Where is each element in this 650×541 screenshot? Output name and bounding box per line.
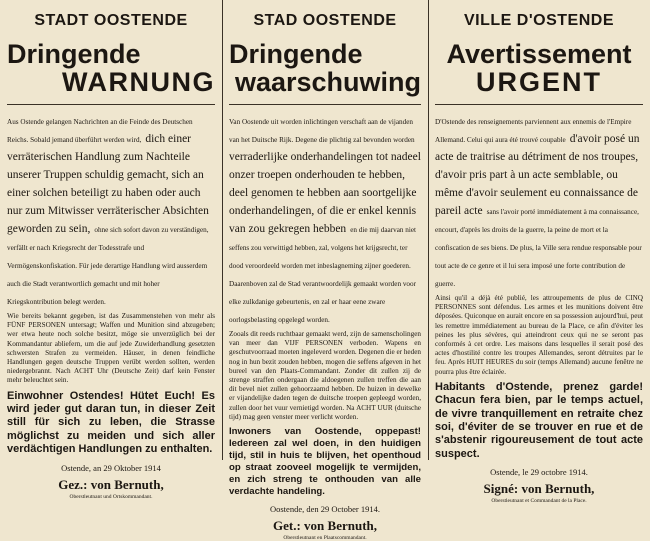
town-heading: VILLE D'OSTENDE <box>464 12 614 29</box>
body-text: Zooals dit reeds ruchtbaar gemaakt werd, zijn de samenscholingen van meer dan VIJF PERSONEN verboden. Wapens en geschutvoorraad moeten ingeleverd worden. Degenen die er heden nog in hun bezit zouden hebben, mogen die seffens afgeven in het bureel van den Plaats-Commandant. Zonder dit zullen zij de strenge straffen ondergaan die aldoegenen zullen treffen die aan dit bevel niet zullen gehoorzaamd hebben. De huizen in dewelke er vijandelijke daden tegen de duitsche troepen gepleegd worden, zullen door het vuur vernietigd worden. Na ACHT UUR (duitsche tijd) mag geen venster meer verlicht worden. <box>229 330 421 421</box>
title-line-2: URGENT <box>476 67 602 97</box>
signature-subtitle: Oberstleutnant en Plaatscommandant. <box>283 535 367 541</box>
date-line: Ostende, le 29 octobre 1914. <box>490 467 588 478</box>
column-divider <box>222 0 223 460</box>
title-line-1: Dringende <box>7 39 141 69</box>
date-line: Oostende, den 29 October 1914. <box>269 504 380 515</box>
signature: Get.: von Bernuth, <box>273 518 377 534</box>
town-heading: STAD OOSTENDE <box>253 12 397 29</box>
body-text: en die mij daarvan niet seffens zou verwittigd hebben, zal, volgens het krijgsrecht, ter dood veroordeeld worden met inbeslagneming zijner goederen. Daarenboven zal de Stad verantwoordelijk gemaakt worden voor elke zulkdanige gebeurtenis, en zal er haar eene zware oorlogsbelasting opgelegd worden. <box>229 226 417 324</box>
divider <box>229 104 421 105</box>
date-line: Ostende, an 29 Oktober 1914 <box>61 462 161 473</box>
title-line-1: Dringende <box>229 39 363 69</box>
body-text: Aus Ostende gelangen Nachrichten an die Feinde des Deutschen Reichs. Sobald jemand überführt werden wird, <box>7 118 193 144</box>
column-divider <box>428 0 429 460</box>
signature-subtitle: Oberstleutnant et Commandant de la Place. <box>491 498 587 505</box>
french-column <box>428 0 650 505</box>
warning-paragraph: Habitants d'Ostende, prenez garde! Chacun fera bien, par le temps actuel, de vivre tranquillement en retraite chez soi, d'éviter de se trouver en rue et de s'abstenir rigoureusement de tout acte suspect. <box>435 380 643 460</box>
body-text: Van Oostende uit worden inlichtingen verschaft aan de vijanden van het Duitsche Rijk. Degene die plichtig zal bevonden worden <box>229 118 415 144</box>
body-text: Wie bereits bekannt gegeben, ist das Zusammenstehen von mehr als FÜNF PERSONEN untersagt; Waffen und Munition sind abzugeben; wer etwa heute noch solche besitzt, möge sie unverzüglich bei der Kommandantur abliefern, um die auf jede Zuwiderhandlung gesetzten schwersten Strafen zu vermeiden. Häuser, in denen feindliche Handlungen gegen deutsche Truppen verübt werden sollten, werden niedergebrannt. Nach ACHT Uhr (Deutsche Zeit) darf kein Fenster mehr beleuchtet sein. <box>7 312 215 385</box>
body-text: Ainsi qu'il a déjà été publié, les attroupements de plus de CINQ PERSONNES sont défendus. Les armes et les munitions doivent être déposées. Quiconque en aurait encore en sa possession aujourd'hui, peut les remettre immédiatement au bureau de la Place, ce afin d'éviter les peines les plus sévères, qui atteindront ceux qui ne se seront pas conformés à cet ordre. Les maisons dans lesquelles il serait posé des actes d'hostilité contre les troupes Allemandes, seront détruites par le feu. Après HUIT HEURES du soir (temps Allemand) aucune fenêtre ne pourra plus être éclairée. <box>435 294 643 376</box>
body-emphasis: dich einer verräterischen Handlung zum Nachteile unserer Truppen schuldig gemacht, sich an einer solchen beteiligt zu haben oder auch nur zum Mitwisser verräterischer Absichten geworden zu sein, <box>7 133 209 235</box>
divider <box>435 104 643 105</box>
german-column <box>0 0 222 500</box>
title-line-2: waarschuwing <box>234 67 421 97</box>
body-text: D'Ostende des renseignements parviennent aux ennemis de l'Empire Allemand. Celui qui aura été trouvé coupable <box>435 118 632 144</box>
dutch-column <box>222 0 428 541</box>
body-emphasis: verraderlijke onderhandelingen tot nadeel onzer troepen onderhouden te hebben, deel genomen te hebben aan soortgelijke onderhandelingen, of die er enkel kennis van zou gekregen hebben <box>229 151 421 235</box>
signature-subtitle: Oberstleutnant und Ortskommandant. <box>69 493 153 500</box>
divider <box>7 104 215 105</box>
town-heading: STADT OOSTENDE <box>34 12 188 29</box>
warning-paragraph: Inwoners van Oostende, oppepast! Iedereen zal wel doen, in den huidigen tijd, stil in huis te blijven, het openthoud op straat zooveel mogelijk te vermijden, en zich streng te onthouden van alle verdachte handeling. <box>229 426 421 498</box>
signature: Signé: von Bernuth, <box>483 481 595 497</box>
body-emphasis: d'avoir posé un acte de traitrise au détriment de nos troupes, d'avoir pris part à un acte semblable, ou même d'avoir seulement eu connaissance de pareil acte <box>435 133 640 217</box>
title-line-1: Avertissement <box>446 39 632 69</box>
body-text: sans l'avoir porté immédiatement à ma connaissance, encourt, d'après les droits de la guerre, la peine de mort et la confiscation de ses biens. De plus, la Ville sera rendue responsable pour tout acte de ce genre et il lui sera imposé une forte contribution de guerre. <box>435 208 642 288</box>
title-line-2: WARNUNG <box>62 67 215 97</box>
warning-paragraph: Einwohner Ostendes! Hütet Euch! Es wird jeder gut daran tun, in dieser Zeit still für sich zu leben, die Strasse möglichst zu meiden und sich aller verdächtigen Handlungen zu enthalten. <box>7 389 215 456</box>
signature: Gez.: von Bernuth, <box>58 476 164 492</box>
body-text: ohne sich sofort davon zu verständigen, verfällt er nach Kriegsrecht der Todesstrafe und Vermögenskonfiskation. Für jede derartige Handlung wird ausserdem auch die Stadt verantwortlich gemacht und mit hoher Kriegskontribution belegt werden. <box>7 226 209 306</box>
